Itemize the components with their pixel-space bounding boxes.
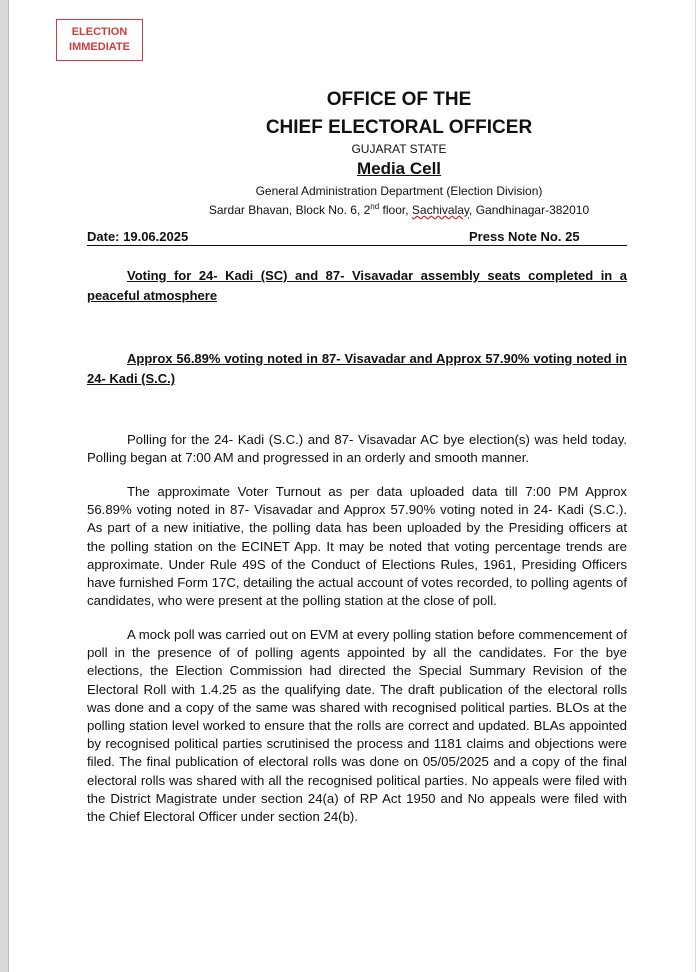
office-title: OFFICE OF THE [326,89,472,110]
address-superscript: nd [370,202,380,211]
note-date: Date: 19.06.2025 [87,229,189,244]
paragraph-1-text: Polling for the 24- Kadi (S.C.) and 87- Visavadar AC bye election(s) was held today. Polling began at 7:00 AM and progressed in an orderly and smooth manner. [87,432,627,466]
paragraph-3-text: A mock poll was carried out on EVM at every polling station before commencement of poll in the presence of of polling agents appointed by all the candidates. For the bye elections, the Election Commission had directed the Special Summary Revision of the Electoral Roll with 1.4.25 as the qualifying date. The draft publication of the electoral rolls was done and a copy of the same was shared with recognised political parties. BLOs at the polling station level worked to ensure that the rolls are correct and updated. BLAs appointed by recognised political parties scrutinised the process and 1181 claims and objections were filed. The final publication of electoral rolls was done on 05/05/2025 and a copy of the final electoral rolls was shared with all the recognised political parties. No appeals were filed with the District Magistrate under section 24(a) of RP Act 1950 and No appeals were filed with the Chief Electoral Officer under section 24(b). [87,627,627,825]
department-name: General Administration Department (Election Division) [255,184,543,198]
address-part-1: Sardar Bhavan, Block No. 6, 2 [208,203,371,217]
press-note-number: Press Note No. 25 [469,229,580,244]
media-cell-title: Media Cell [356,159,442,178]
paragraph-2-text: The approximate Voter Turnout as per data uploaded data till 7:00 PM Approx 56.89% voting noted in 87- Visavadar and Approx 57.90% voting noted in 24- Kadi (S.C.). As part of a new initiative, the polling data has been uploaded by the Presiding officers at the polling station on the ECINET App. It may be noted that voting percentage trends are approximate. Under Rule 49S of the Conduct of Elections Rules, 1961, Presiding Officers have furnished Form 17C, detailing the actual account of votes recorded, to polling agents of candidates, who were present at the polling station at the close of poll. [87,484,627,609]
press-note-page [8,0,695,972]
officer-title: CHIEF ELECTORAL OFFICER [265,117,533,138]
stamp-line-2: IMMEDIATE [69,41,130,53]
address-sachivalay: Sachivalay [411,203,470,217]
headline-1-text: Voting for 24- Kadi (SC) and 87- Visavadar assembly seats completed in a peaceful atmosphere [87,268,627,303]
office-address [9,202,696,217]
state-name: GUJARAT STATE [351,142,447,156]
address-part-3: , Gandhinagar-382010 [469,203,590,217]
stamp-line-1: ELECTION [71,26,128,38]
address-part-2: floor, [379,203,412,217]
headline-2-text: Approx 56.89% voting noted in 87- Visavadar and Approx 57.90% voting noted in 24- Kadi (S.C.) [87,351,627,386]
headline-1 [87,266,627,306]
paragraph-2 [87,483,627,610]
election-immediate-stamp [56,19,143,61]
date-press-note-line [87,229,627,246]
headline-2 [87,349,627,389]
paragraph-1 [87,431,627,467]
paragraph-3 [87,626,627,826]
